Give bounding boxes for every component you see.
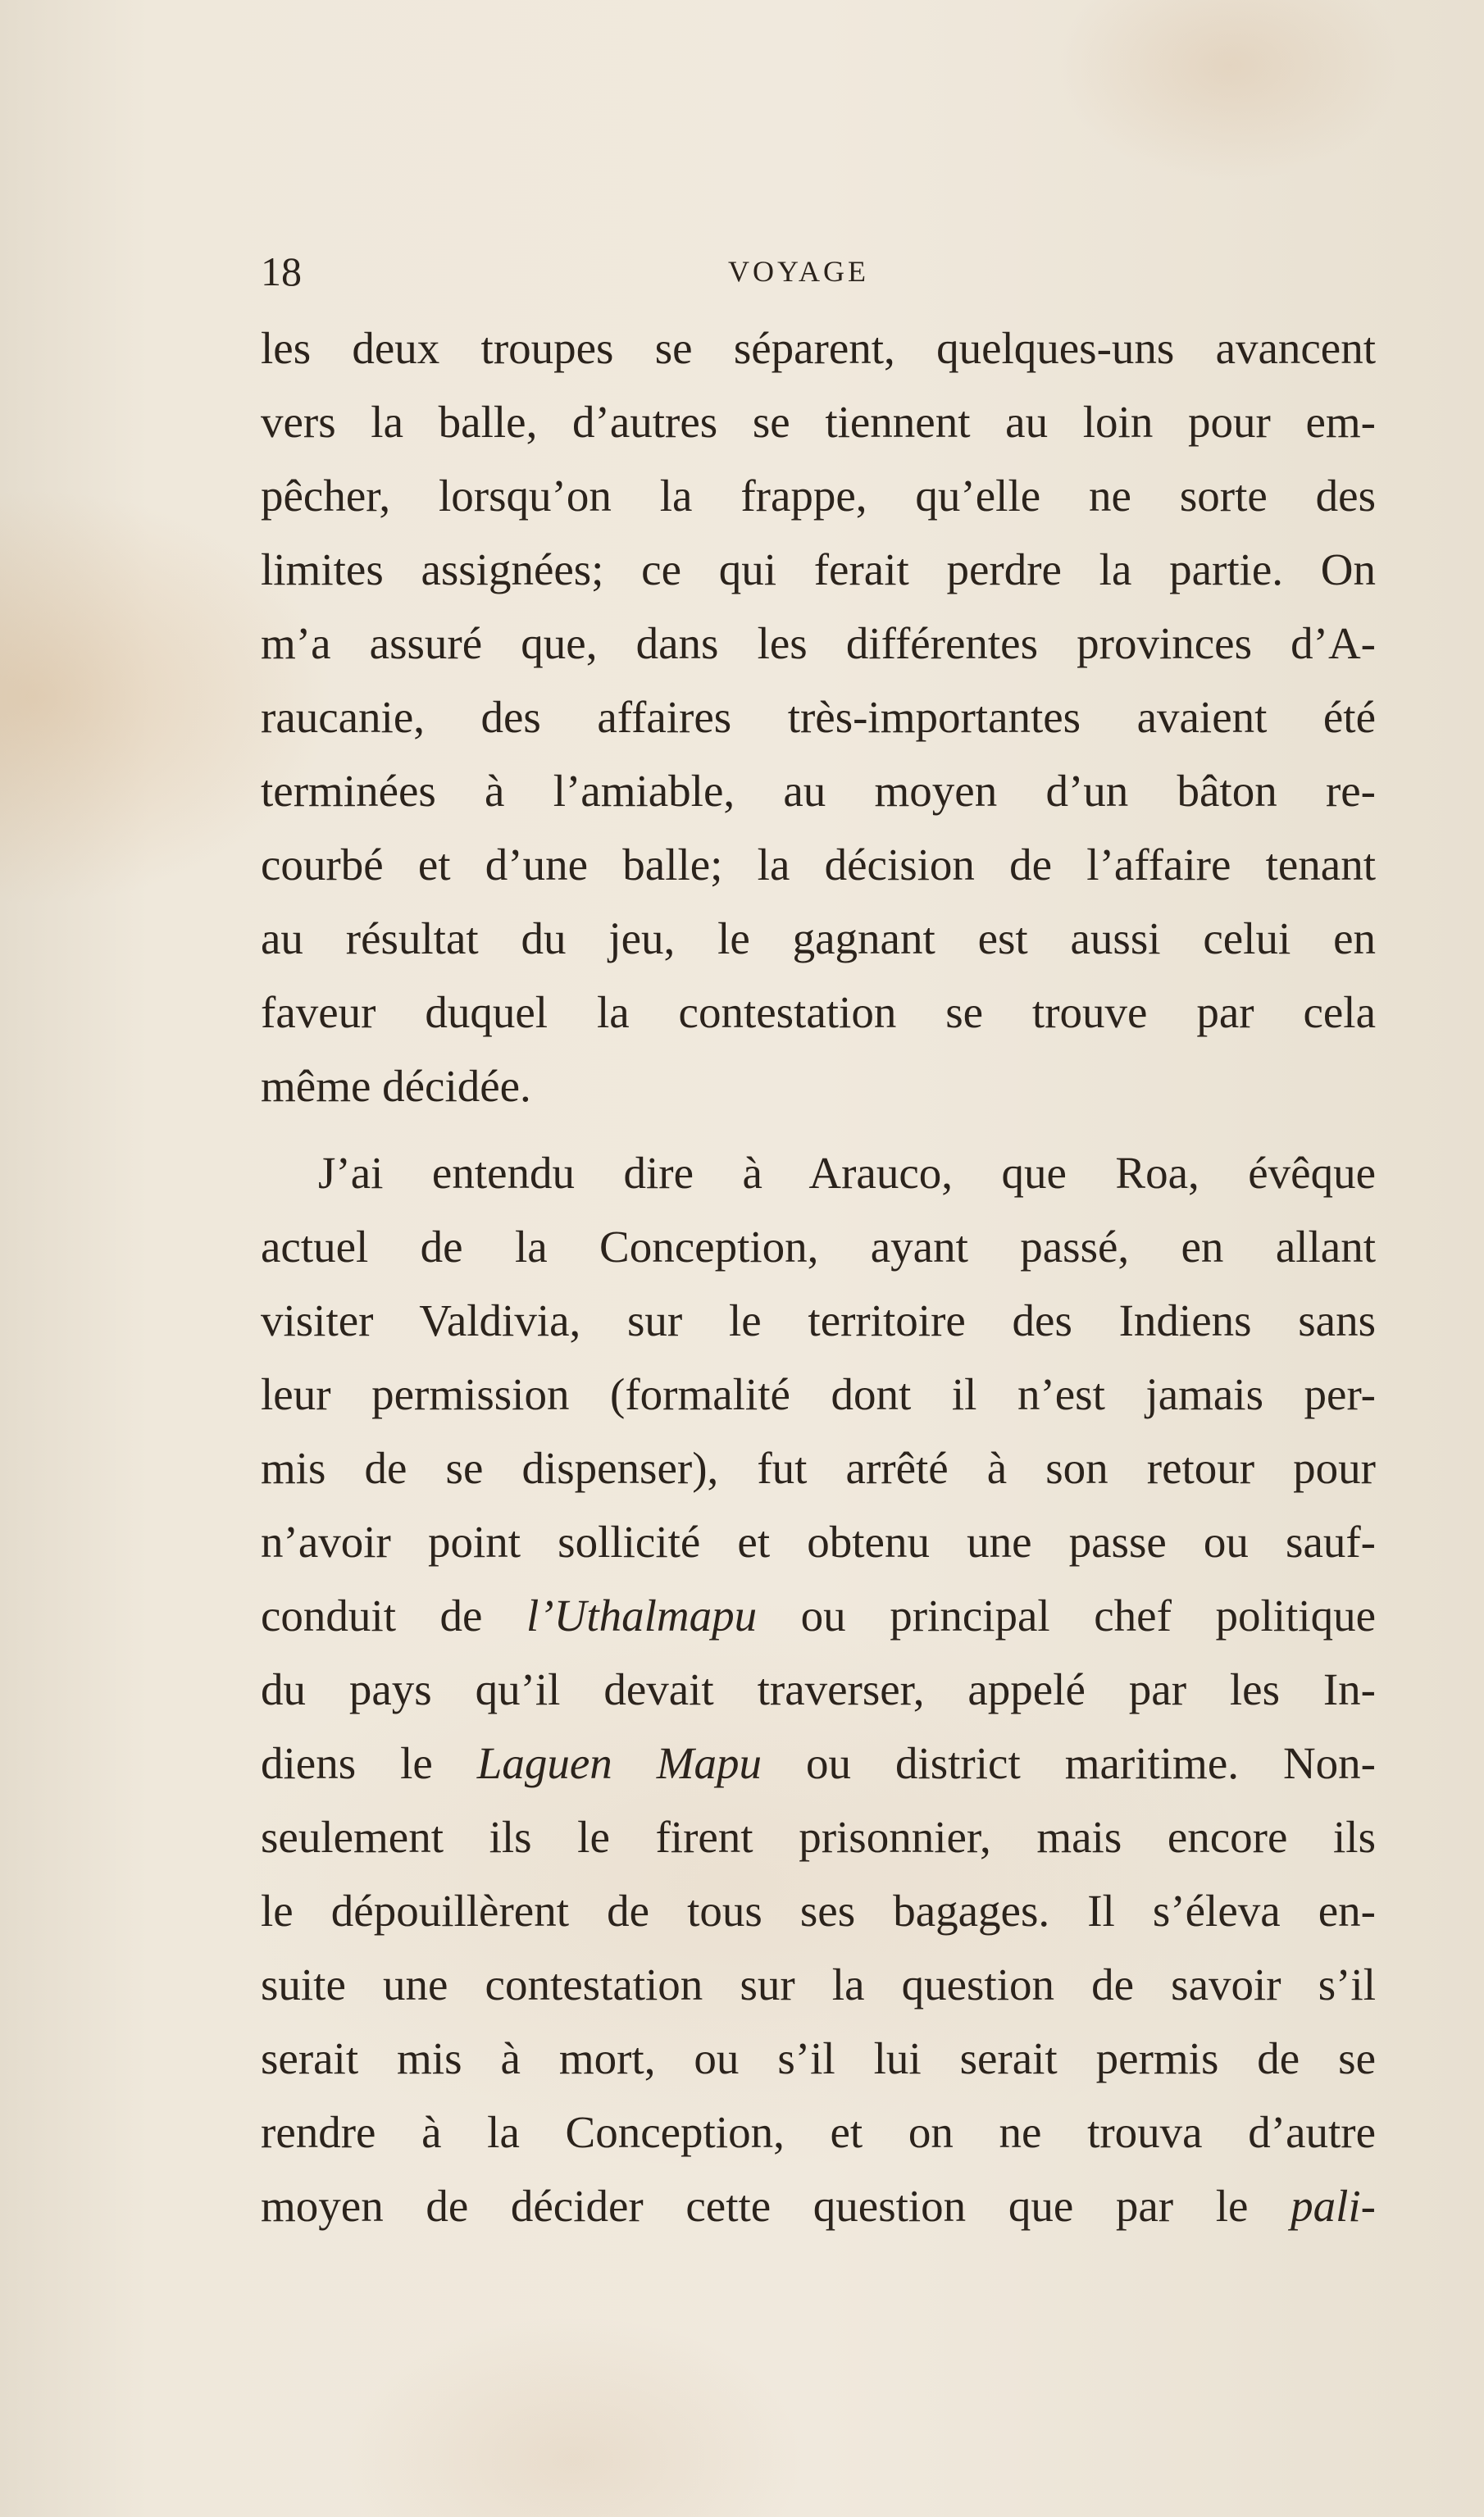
text-line: même décidée. (261, 1061, 531, 1111)
text-line: leur permission (formalité dont il n’est jamais per- (261, 1369, 1376, 1419)
page-header (261, 243, 879, 300)
text-line: m’a assuré que, dans les différentes provinces d’A- (261, 618, 1376, 668)
paragraph-2 (261, 1136, 1376, 2243)
text-run: conduit de (261, 1591, 526, 1641)
body-text (261, 312, 1376, 2243)
running-title: VOYAGE (728, 255, 869, 288)
text-run: diens le (261, 1738, 477, 1788)
text-line: les deux troupes se séparent, quelques-uns avancent (261, 323, 1376, 373)
text-line: le dépouillèrent de tous ses bagages. Il s’éleva en- (261, 1886, 1376, 1936)
text-line: seulement ils le firent prisonnier, mais encore ils (261, 1812, 1376, 1862)
text-line (261, 1727, 1376, 1800)
text-line: vers la balle, d’autres se tiennent au loin pour em- (261, 397, 1376, 447)
text-line: visiter Valdivia, sur le territoire des Indiens sans (261, 1295, 1376, 1345)
text-line: mis de se dispenser), fut arrêté à son retour pour (261, 1443, 1376, 1493)
text-line: limites assignées; ce qui ferait perdre la partie. On (261, 544, 1376, 594)
text-run: ou principal chef politique (757, 1591, 1376, 1641)
text-line: rendre à la Conception, et on ne trouva d’autre (261, 2107, 1376, 2157)
text-line: raucanie, des affaires très-importantes avaient été (261, 692, 1376, 742)
text-line (261, 2169, 1376, 2243)
text-line (261, 1579, 1376, 1653)
text-line: actuel de la Conception, ayant passé, en allant (261, 1222, 1376, 1272)
text-line: au résultat du jeu, le gagnant est aussi celui en (261, 913, 1376, 963)
text-line: faveur duquel la contestation se trouve par cela (261, 987, 1376, 1037)
text-run: ou district maritime. Non- (762, 1738, 1376, 1788)
text-line: n’avoir point sollicité et obtenu une passe ou sauf- (261, 1517, 1376, 1567)
text-line: du pays qu’il devait traverser, appelé par les In- (261, 1664, 1376, 1714)
paragraph-1 (261, 312, 1376, 1123)
text-line: pêcher, lorsqu’on la frappe, qu’elle ne sorte des (261, 471, 1376, 521)
paragraph-gap (261, 1123, 1376, 1136)
text-line: courbé et d’une balle; la décision de l’affaire tenant (261, 840, 1376, 890)
text-line: J’ai entendu dire à Arauco, que Roa, évêque (318, 1148, 1376, 1198)
text-line: terminées à l’amiable, au moyen d’un bâton re- (261, 766, 1376, 816)
page-number: 18 (261, 248, 302, 294)
text-line: serait mis à mort, ou s’il lui serait permis de se (261, 2033, 1376, 2083)
italic-term: Laguen Mapu (476, 1738, 762, 1788)
text-line: suite une contestation sur la question de savoir s’il (261, 1959, 1376, 2010)
italic-term: pali- (1291, 2181, 1376, 2231)
text-run: moyen de décider cette question que par le (261, 2181, 1291, 2231)
italic-term: l’Uthalmapu (526, 1591, 758, 1641)
